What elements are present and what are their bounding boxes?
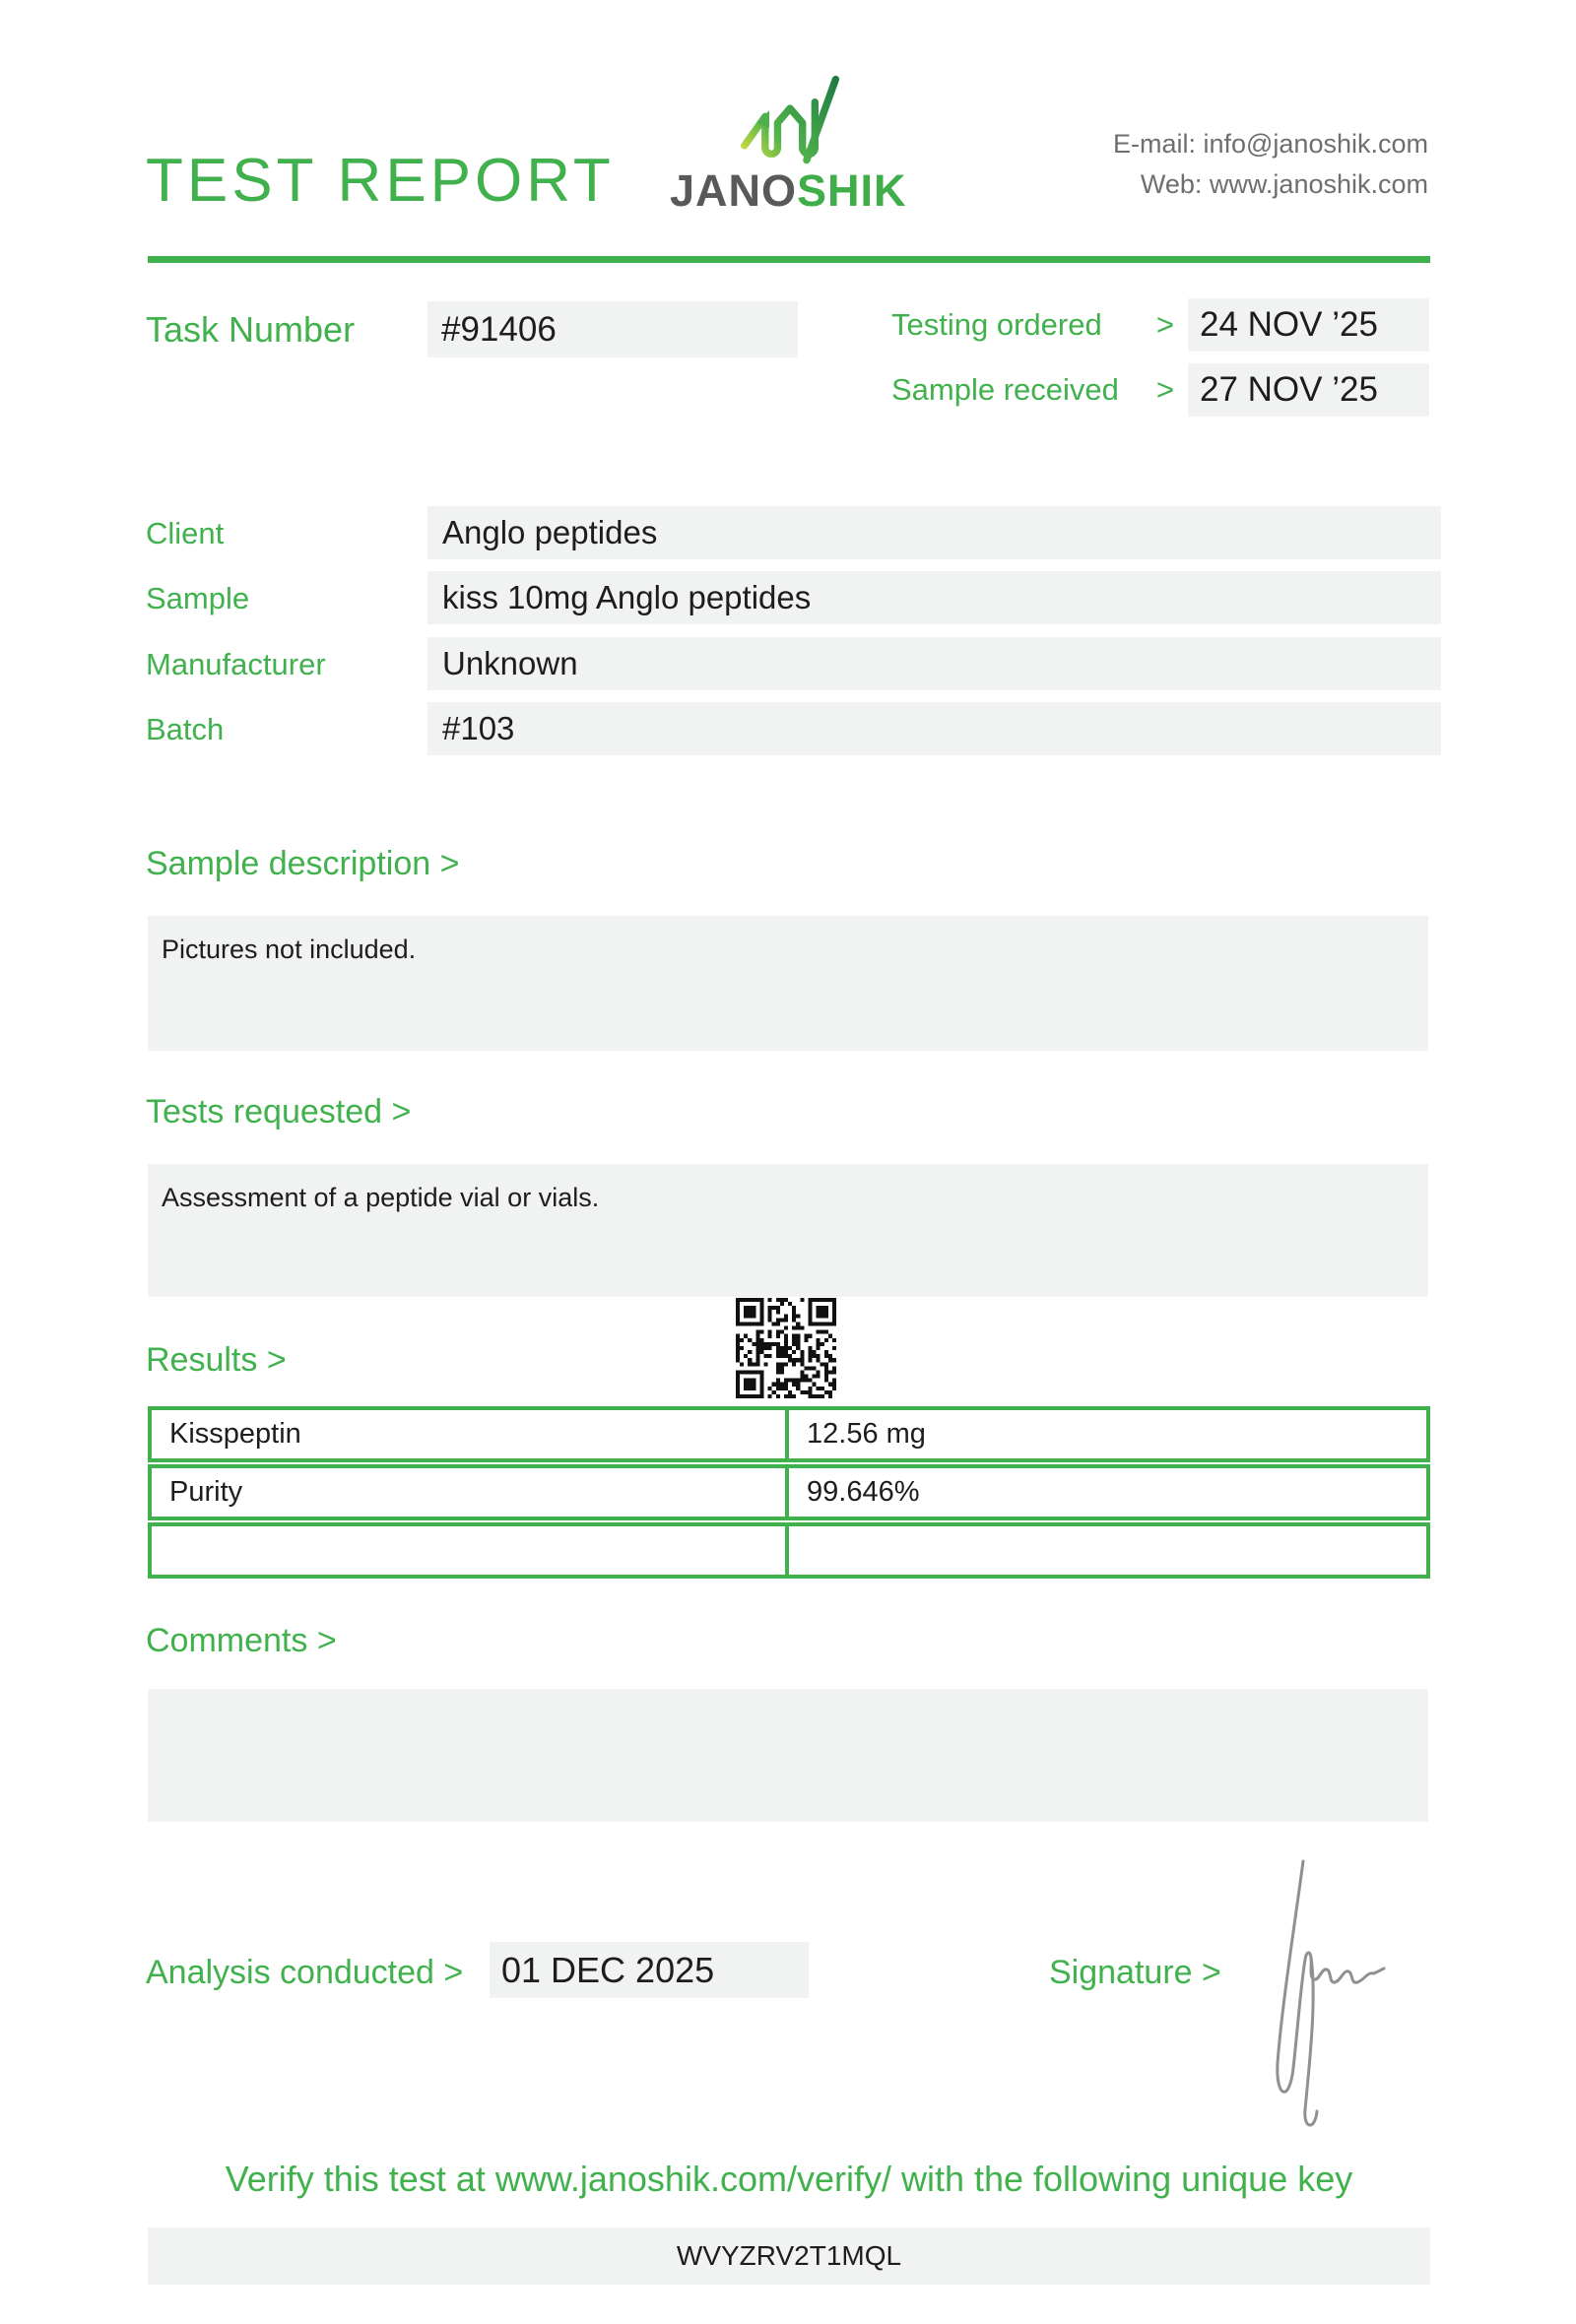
logo-text-green: SHIK [797,165,907,216]
verify-key: WVYZRV2T1MQL [148,2227,1430,2285]
janoshik-logo-text [670,165,906,217]
result-value: 12.56 mg [807,1418,926,1450]
sample-value: kiss 10mg Anglo peptides [427,571,1441,624]
logo-text-dark: JANO [670,165,798,216]
task-number-value: #91406 [427,301,798,357]
testing-ordered-arrow-icon: > [1155,307,1174,342]
client-value: Anglo peptides [427,506,1441,559]
tests-requested-text: Assessment of a peptide vial or vials. [162,1183,600,1212]
analysis-conducted-label: Analysis conducted > [146,1954,464,1991]
sample-received-label: Sample received [891,372,1119,407]
results-heading: Results > [146,1341,287,1379]
manufacturer-label: Manufacturer [146,647,326,681]
batch-label: Batch [146,712,225,746]
sample-description-heading: Sample description > [146,845,460,882]
qr-code [736,1298,836,1398]
contact-email: E-mail: info@janoshik.com [1112,129,1428,159]
contact-web: Web: www.janoshik.com [1140,169,1428,199]
result-value: 99.646% [807,1476,920,1508]
testing-ordered-row [891,298,1429,352]
batch-value: #103 [427,702,1441,755]
tests-requested-heading: Tests requested > [146,1093,412,1130]
analysis-conducted-date: 01 DEC 2025 [490,1942,809,1998]
results-table [148,1406,1430,1581]
header-divider [148,256,1430,263]
client-label: Client [146,516,225,550]
janoshik-logo-icon [731,69,847,167]
comments-heading: Comments > [146,1622,337,1659]
signature-image [1266,1851,1394,2142]
contact-info [985,124,1428,205]
testing-ordered-value: 24 NOV ’25 [1188,298,1429,352]
task-number-label: Task Number [146,309,356,350]
testing-ordered-label: Testing ordered [891,307,1102,342]
result-value [789,1526,1426,1575]
sample-label: Sample [146,581,250,615]
sample-description-text: Pictures not included. [162,935,417,964]
result-analyte: Purity [152,1468,789,1517]
result-analyte [152,1526,789,1575]
sample-received-row [891,363,1429,417]
table-row [148,1464,1430,1520]
sample-received-arrow-icon: > [1155,372,1174,407]
result-analyte: Kisspeptin [152,1410,789,1458]
signature-label: Signature > [1049,1954,1221,1991]
page-title: TEST REPORT [146,147,615,215]
table-row [148,1522,1430,1579]
table-row [148,1406,1430,1462]
tests-requested-box [148,1164,1428,1297]
comments-box [148,1689,1428,1822]
sample-received-value: 27 NOV ’25 [1188,363,1429,417]
manufacturer-value: Unknown [427,637,1441,690]
verify-instruction: Verify this test at www.janoshik.com/verify/ with the following unique key [225,2159,1353,2199]
sample-description-box [148,916,1428,1051]
